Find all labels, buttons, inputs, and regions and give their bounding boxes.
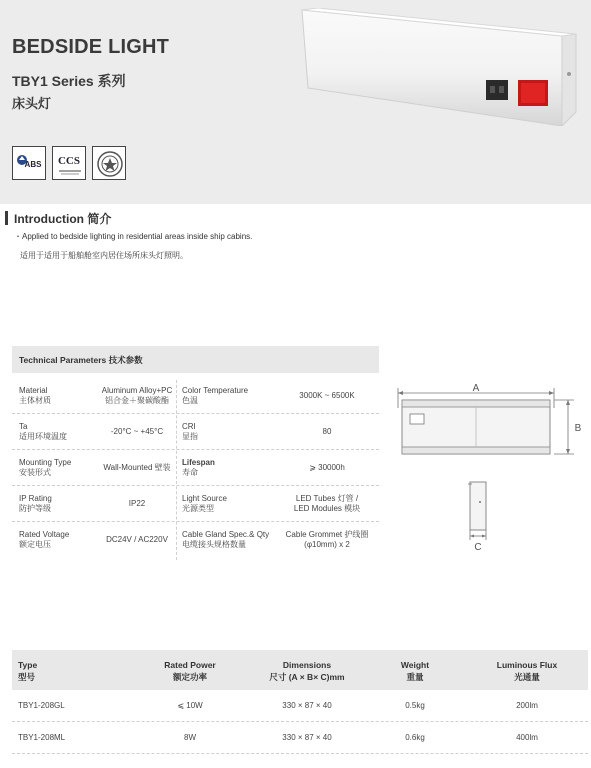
abs-logo (12, 146, 46, 180)
param-value: 80 (322, 427, 332, 436)
col-type-en: Type (18, 660, 38, 670)
intro-text-en: ・Applied to bedside lighting in residential areas inside ship cabins. (14, 232, 253, 241)
param-value-cn: 铝合金＋聚碳酸酯 (105, 396, 169, 405)
series-title: TBY1 Series 系列 (12, 73, 126, 89)
intro-heading: Introduction 简介 (14, 212, 112, 226)
tech-params-list (12, 378, 379, 557)
dimension-diagram (388, 378, 588, 558)
param-row (12, 522, 379, 557)
col-dimensions-cn: 尺寸 (A × B× C)mm (269, 672, 345, 682)
param-value: ⩾ 30000h (309, 463, 345, 472)
cell-power: ⩽ 10W (177, 701, 203, 710)
col-dimensions-en: Dimensions (282, 660, 332, 670)
seal-logo (92, 146, 126, 180)
col-type (12, 659, 98, 683)
dim-b-label: B (574, 423, 582, 434)
param-label-cn: 光源类型 (182, 504, 214, 513)
param-label-en: Color Temperature (182, 386, 249, 395)
cell-type: TBY1-208GL (18, 701, 65, 710)
table-row (12, 690, 588, 722)
param-label-cn: 寿命 (182, 468, 198, 477)
param-label-en: Material (19, 386, 48, 395)
param-label-cn: 适用环境温度 (19, 432, 67, 441)
param-label-en: Cable Gland Spec.& Qty (182, 530, 270, 539)
param-label-en: IP Rating (19, 494, 52, 503)
col-weight-cn: 重量 (406, 672, 424, 682)
abs-label: ABS (24, 160, 42, 169)
param-value: (φ10mm) x 2 (304, 540, 350, 549)
param-label-cn: 显指 (182, 432, 198, 441)
dim-a-label: A (472, 383, 480, 394)
tech-params-header (12, 346, 379, 373)
cell-dimensions: 330 × 87 × 40 (282, 701, 332, 710)
col-power (140, 659, 240, 683)
param-value: IP22 (128, 499, 146, 508)
param-value: LED Modules 模块 (293, 504, 361, 513)
param-value: Wall-Mounted 壁装 (103, 463, 171, 472)
param-label-cn: 电缆接头规格数量 (182, 540, 246, 549)
cell-weight: 0.6kg (405, 733, 425, 742)
param-row (12, 450, 379, 486)
param-value: DC24V / AC220V (106, 535, 168, 544)
table-row (12, 722, 588, 754)
param-value: Cable Grommet 护线圈 (285, 530, 369, 539)
col-dimensions (257, 659, 357, 683)
col-flux (482, 659, 572, 683)
col-flux-en: Luminous Flux (496, 660, 558, 670)
cell-dimensions: 330 × 87 × 40 (282, 733, 332, 742)
param-label-cn: 主体材质 (19, 396, 51, 405)
col-flux-cn: 光通量 (514, 672, 540, 682)
param-label-en: Ta (19, 422, 28, 431)
param-label-en: CRI (182, 422, 196, 431)
col-power-cn: 额定功率 (172, 672, 207, 682)
col-weight (375, 659, 455, 683)
product-name-cn: 床头灯 (12, 96, 52, 111)
param-value: LED Tubes 灯管 / (295, 494, 359, 503)
param-label-cn: 色温 (182, 396, 198, 405)
ccs-label: CCS (57, 155, 80, 167)
dim-c-label: C (474, 542, 482, 553)
col-type-cn: 型号 (18, 672, 36, 682)
section-marker (5, 211, 8, 225)
ccs-logo (52, 146, 86, 180)
cell-flux: 400lm (516, 733, 538, 742)
certification-logos (12, 146, 126, 180)
param-row (12, 486, 379, 522)
param-value: -20°C ~ +45°C (110, 427, 164, 436)
models-table (12, 650, 588, 754)
col-weight-en: Weight (400, 660, 430, 670)
table-header (12, 650, 588, 690)
param-row (12, 414, 379, 450)
cell-type: TBY1-208ML (18, 733, 66, 742)
param-row (12, 378, 379, 414)
param-label-en: Mounting Type (19, 458, 72, 467)
cell-weight: 0.5kg (405, 701, 425, 710)
cell-power: 8W (184, 733, 196, 742)
bedside-light-photo (300, 8, 580, 126)
page-title: BEDSIDE LIGHT (12, 36, 170, 58)
param-label-cn: 防护等级 (19, 504, 51, 513)
cell-flux: 200lm (516, 701, 538, 710)
param-label-en: Light Source (182, 494, 227, 503)
param-label-cn: 额定电压 (19, 540, 51, 549)
param-label-en: Rated Voltage (19, 530, 70, 539)
param-label-en: Lifespan (182, 458, 215, 467)
tech-params-heading: Technical Parameters 技术参数 (19, 355, 143, 365)
col-power-en: Rated Power (164, 660, 216, 670)
intro-text-cn: 适用于适用于船舶舱室内居住场所床头灯照明。 (20, 251, 188, 260)
param-label-cn: 安装形式 (19, 468, 51, 477)
param-value: Aluminum Alloy+PC (101, 386, 173, 395)
param-value: 3000K ~ 6500K (299, 391, 355, 400)
